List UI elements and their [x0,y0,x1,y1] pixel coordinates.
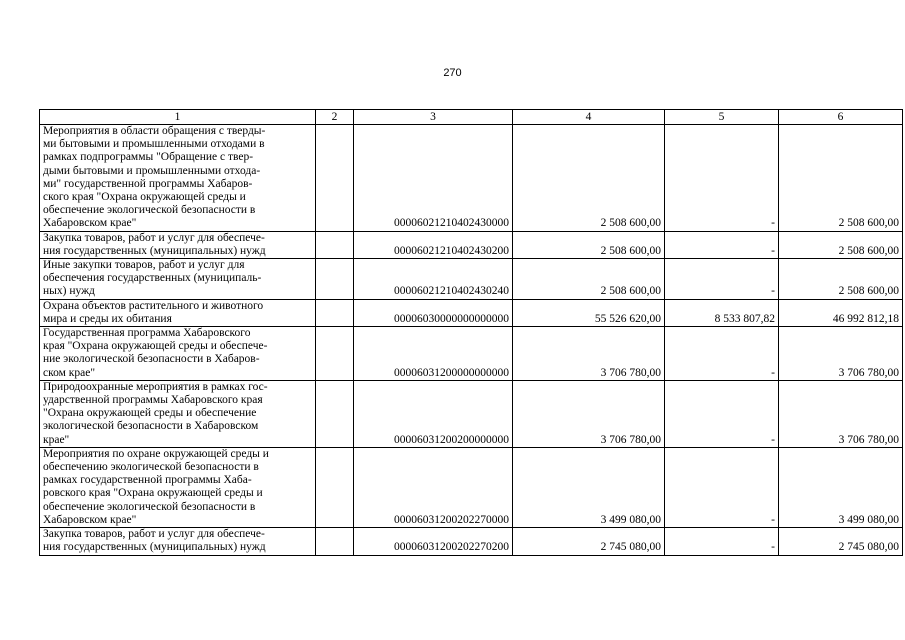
row-code-cell: 00006031200202270000 [354,447,513,527]
row-col2-cell [316,125,354,232]
row-name-line: края "Охрана окружающей среды и обеспече- [43,340,268,353]
row-code-cell: 00006031200202270200 [354,528,513,555]
row-name-line: ском крае" [43,366,96,379]
column-header-6: 6 [779,110,903,125]
column-header-5: 5 [665,110,779,125]
row-name-cell [40,380,316,447]
row-name-line: ния государственных (муниципальных) нужд [43,541,266,554]
row-name-line: Иные закупки товаров, работ и услуг для [43,259,245,272]
row-col2-cell [316,299,354,326]
row-name-cell [40,259,316,300]
row-name-line: ние экологической безопасности в Хабаров- [43,353,260,366]
row-name-cell [40,299,316,326]
row-code-cell: 00006030000000000000 [354,299,513,326]
row-value-col5: 8 533 807,82 [665,299,779,326]
row-name-line: Природоохранные мероприятия в рамках гос- [43,380,268,393]
row-name-cell [40,125,316,232]
row-value-col6: 2 508 600,00 [779,125,903,232]
row-name-line: обеспечению экологической безопасности в [43,461,259,474]
row-code-cell: 00006021210402430200 [354,231,513,258]
row-name-line: обеспечение экологической безопасности в [43,500,256,513]
table-row [40,327,903,381]
row-value-col5: - [665,447,779,527]
row-col2-cell [316,231,354,258]
row-value-col5: - [665,327,779,381]
table-row [40,125,903,232]
column-header-4: 4 [513,110,665,125]
row-col2-cell [316,447,354,527]
table-row [40,528,903,555]
row-name-line: Государственная программа Хабаровского [43,327,251,340]
row-value-col5: - [665,380,779,447]
row-col2-cell [316,528,354,555]
row-value-col4: 2 508 600,00 [513,125,665,232]
row-name-line: ми" государственной программы Хабаров- [43,177,253,190]
row-code-cell: 00006021210402430000 [354,125,513,232]
row-name-line: рамках государственной программы Хаба- [43,474,252,487]
row-value-col5: - [665,528,779,555]
row-name-line: ского края "Охрана окружающей среды и [43,191,246,204]
row-value-col6: 2 508 600,00 [779,231,903,258]
row-name-line: Хабаровском крае" [43,217,137,230]
row-name-cell [40,231,316,258]
row-name-line: рамках подпрограммы "Обращение с твер- [43,151,254,164]
row-name-cell [40,528,316,555]
budget-table [39,109,903,556]
row-value-col4: 2 745 080,00 [513,528,665,555]
row-col2-cell [316,380,354,447]
table-row [40,299,903,326]
row-value-col4: 3 706 780,00 [513,327,665,381]
row-value-col4: 3 499 080,00 [513,447,665,527]
table-row [40,447,903,527]
row-value-col6: 3 499 080,00 [779,447,903,527]
row-value-col5: - [665,231,779,258]
row-name-line: ровского края "Охрана окружающей среды и [43,487,263,500]
row-value-col5: - [665,125,779,232]
row-value-col4: 2 508 600,00 [513,231,665,258]
row-value-col6: 2 745 080,00 [779,528,903,555]
row-name-line: Мероприятия по охране окружающей среды и [43,447,269,460]
header-row [40,110,903,125]
row-value-col6: 46 992 812,18 [779,299,903,326]
row-value-col4: 3 706 780,00 [513,380,665,447]
row-code-cell: 00006031200000000000 [354,327,513,381]
row-name-line: "Охрана окружающей среды и обеспечение [43,407,257,420]
row-name-line: Мероприятия в области обращения с тверды- [43,125,266,137]
row-value-col6: 3 706 780,00 [779,380,903,447]
row-name-line: ных) нужд [43,285,95,298]
row-name-line: дыми бытовыми и промышленными отхода- [43,164,261,177]
table-body [40,110,903,556]
table-row [40,259,903,300]
column-header-2: 2 [316,110,354,125]
row-name-line: Закупка товаров, работ и услуг для обеспече- [43,231,265,244]
column-header-1: 1 [40,110,316,125]
table-row [40,380,903,447]
row-col2-cell [316,327,354,381]
row-name-line: мира и среды их обитания [43,312,172,325]
row-name-line: Охрана объектов растительного и животного [43,299,264,312]
row-value-col6: 2 508 600,00 [779,259,903,300]
row-value-col4: 55 526 620,00 [513,299,665,326]
column-header-3: 3 [354,110,513,125]
row-name-line: Закупка товаров, работ и услуг для обеспече- [43,528,265,541]
row-name-line: обеспечение экологической безопасности в [43,204,256,217]
row-name-line: обеспечения государственных (муниципаль- [43,272,262,285]
row-col2-cell [316,259,354,300]
table-row [40,231,903,258]
row-name-line: ударственной программы Хабаровского края [43,394,263,407]
row-name-cell [40,327,316,381]
row-name-line: Хабаровском крае" [43,513,137,526]
page-number: 270 [443,67,462,79]
row-value-col6: 3 706 780,00 [779,327,903,381]
row-name-line: экологической безопасности в Хабаровском [43,420,259,433]
row-code-cell: 00006031200200000000 [354,380,513,447]
row-name-cell [40,447,316,527]
row-code-cell: 00006021210402430240 [354,259,513,300]
row-name-line: ния государственных (муниципальных) нужд [43,244,266,257]
row-name-line: крае" [43,433,70,446]
row-value-col5: - [665,259,779,300]
row-name-line: ми бытовыми и промышленными отходами в [43,138,265,151]
row-value-col4: 2 508 600,00 [513,259,665,300]
